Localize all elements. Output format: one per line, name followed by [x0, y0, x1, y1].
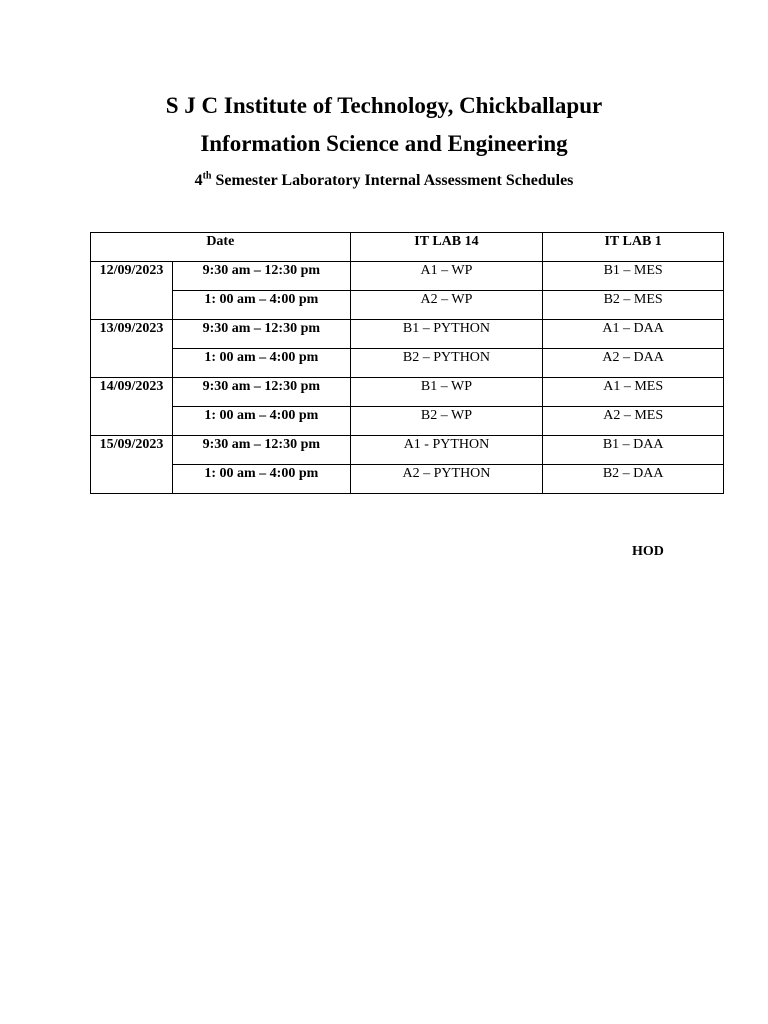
it-lab-14-cell: A1 - PYTHON [350, 436, 543, 465]
semester-number: 4 [194, 172, 203, 189]
header-date: Date [91, 233, 351, 262]
table-header-row [91, 233, 724, 262]
time-cell: 9:30 am – 12:30 pm [172, 436, 350, 465]
table-row [91, 349, 724, 378]
it-lab-14-cell: B2 – PYTHON [350, 349, 543, 378]
time-cell: 1: 00 am – 4:00 pm [172, 349, 350, 378]
hod-signatory: HOD [632, 544, 664, 559]
it-lab-1-cell: B2 – DAA [543, 465, 724, 494]
date-cell: 13/09/2023 [91, 320, 173, 378]
it-lab-14-cell: A2 – WP [350, 291, 543, 320]
time-cell: 9:30 am – 12:30 pm [172, 378, 350, 407]
department-title: Information Science and Engineering [200, 131, 568, 156]
table-row [91, 378, 724, 407]
date-cell: 15/09/2023 [91, 436, 173, 494]
time-cell: 1: 00 am – 4:00 pm [172, 465, 350, 494]
table-row [91, 436, 724, 465]
it-lab-1-cell: A1 – DAA [543, 320, 724, 349]
table-row [91, 407, 724, 436]
it-lab-1-cell: A2 – DAA [543, 349, 724, 378]
header-it-lab-14: IT LAB 14 [350, 233, 543, 262]
table-row [91, 320, 724, 349]
schedule-title-text: Semester Laboratory Internal Assessment Schedules [211, 172, 574, 189]
schedule-title [0, 172, 768, 190]
it-lab-1-cell: A2 – MES [543, 407, 724, 436]
it-lab-1-cell: B1 – MES [543, 262, 724, 291]
it-lab-1-cell: A1 – MES [543, 378, 724, 407]
it-lab-14-cell: B1 – WP [350, 378, 543, 407]
time-cell: 9:30 am – 12:30 pm [172, 320, 350, 349]
time-cell: 1: 00 am – 4:00 pm [172, 407, 350, 436]
it-lab-14-cell: A2 – PYTHON [350, 465, 543, 494]
it-lab-14-cell: B1 – PYTHON [350, 320, 543, 349]
table-row [91, 465, 724, 494]
it-lab-1-cell: B1 – DAA [543, 436, 724, 465]
date-cell: 12/09/2023 [91, 262, 173, 320]
table-row [91, 262, 724, 291]
institute-title: S J C Institute of Technology, Chickballapur [165, 93, 603, 118]
it-lab-14-cell: A1 – WP [350, 262, 543, 291]
time-cell: 1: 00 am – 4:00 pm [172, 291, 350, 320]
table-row [91, 291, 724, 320]
it-lab-14-cell: B2 – WP [350, 407, 543, 436]
it-lab-1-cell: B2 – MES [543, 291, 724, 320]
schedule-table [90, 232, 724, 494]
header-it-lab-1: IT LAB 1 [543, 233, 724, 262]
semester-suffix: th [202, 170, 212, 182]
time-cell: 9:30 am – 12:30 pm [172, 262, 350, 291]
date-cell: 14/09/2023 [91, 378, 173, 436]
